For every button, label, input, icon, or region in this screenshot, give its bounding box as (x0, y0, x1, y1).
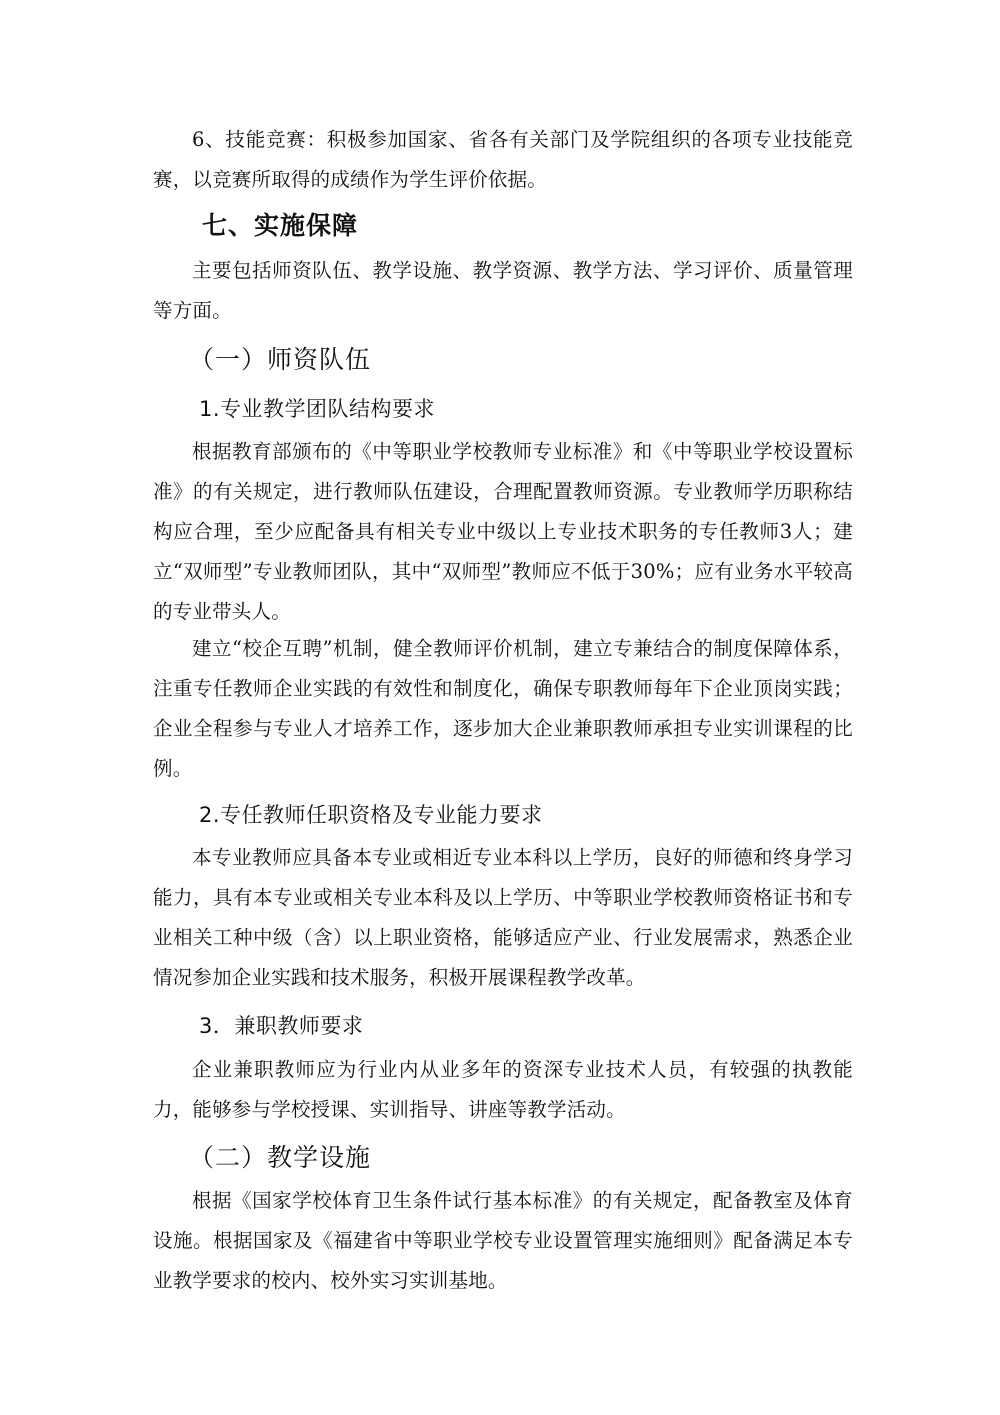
subheading-part-time-teachers: 3．兼职教师要求 (199, 1014, 364, 1038)
paragraph-chapter-intro: 主要包括师资队伍、教学设施、教学资源、教学方法、学习评价、质量管理等方面。 (153, 259, 853, 322)
paragraph-facilities: 根据《国家学校体育卫生条件试行基本标准》的有关规定，配备教室及体育设施。根据国家及《福建省中等职业学校专业设置管理实施细则》配备满足本专业教学要求的校内、校外实习实训基地。 (153, 1189, 853, 1292)
subheading-qualifications: 2.专任教师任职资格及专业能力要求 (199, 803, 543, 827)
paragraph-team-structure: 根据教育部颁布的《中等职业学校教师专业标准》和《中等职业学校设置标准》的有关规定，进行教师队伍建设，合理配置教师资源。专业教师学历职称结构应合理，至少应配备具有相关专业中级以上专业技术职务的专任教师3人；建立“双师型”专业教师团队，其中“双师型”教师应不低于30%；应有业务水平较高的专业带头人。 (153, 440, 853, 623)
paragraph-skill-contest: 6、技能竞赛：积极参加国家、省各有关部门及学院组织的各项专业技能竞赛，以竞赛所取得的成绩作为学生评价依据。 (153, 128, 853, 191)
subheading-team-structure: 1.专业教学团队结构要求 (199, 397, 436, 421)
paragraph-school-enterprise: 建立“校企互聘”机制，健全教师评价机制，建立专兼结合的制度保障体系，注重专任教师企业实践的有效性和制度化，确保专职教师每年下企业顶岗实践；企业全程参与专业人才培养工作，逐步加大企业兼职教师承担专业实训课程的比例。 (153, 637, 853, 780)
paragraph-part-time-teachers: 企业兼职教师应为行业内从业多年的资深专业技术人员，有较强的执教能力，能够参与学校授课、实训指导、讲座等教学活动。 (153, 1058, 853, 1121)
paragraph-qualifications: 本专业教师应具备本专业或相近专业本科以上学历，良好的师德和终身学习能力，具有本专业或相关专业本科及以上学历、中等职业学校教师资格证书和专业相关工种中级（含）以上职业资格，能够适应产业、行业发展需求，熟悉企业情况参加企业实践和技术服务，积极开展课程教学改革。 (153, 846, 853, 989)
chapter-heading-implementation: 七、实施保障 (202, 211, 359, 240)
section-heading-faculty: （一）师资队伍 (189, 345, 372, 374)
section-heading-facilities: （二）教学设施 (189, 1143, 372, 1172)
